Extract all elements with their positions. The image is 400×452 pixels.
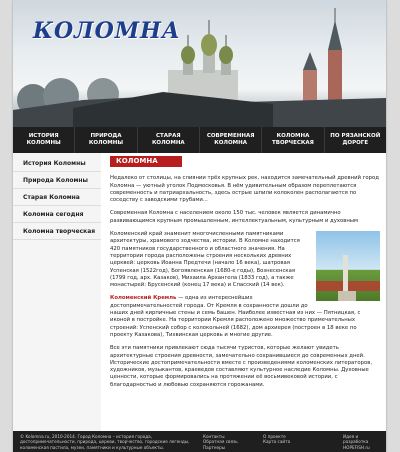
footer-link-sitemap[interactable]: Карта сайта: [263, 439, 291, 445]
population-paragraph: Современная Коломна с населением около 150 тыс. человек является динамично развивающимся крупным промышленным, интеллектуальным, культурным и духовным: [110, 210, 358, 224]
sidebar-item-nature[interactable]: Природа Коломны: [13, 172, 101, 189]
copyright-line: © Kolomna.ru, 2010-2014. Город Коломна – история города,: [20, 434, 153, 439]
site-logo[interactable]: КОЛОМНА: [33, 18, 181, 44]
copyright-line: коломенская пастила, музеи, памятники и культурные объекты.: [20, 444, 165, 450]
nav-creative-kolomna[interactable]: [262, 127, 324, 153]
nav-modern-kolomna[interactable]: [200, 127, 262, 153]
credits-line: разработка: [343, 439, 369, 445]
kremlin-photo: [316, 231, 380, 301]
nav-label-line1: СОВРЕМЕННАЯ: [206, 133, 255, 139]
site-header: [13, 0, 386, 127]
page: [13, 0, 386, 452]
nav-old-kolomna[interactable]: [138, 127, 200, 153]
copyright: [20, 434, 190, 450]
nav-nature[interactable]: [75, 127, 137, 153]
sidebar-item-creative[interactable]: Коломна творческая: [13, 223, 101, 240]
nav-label-line2: ТВОРЧЕСКАЯ: [272, 140, 314, 146]
nav-label-line2: ДОРОГЕ: [342, 140, 369, 146]
nav-label-line2: КОЛОМНА: [214, 140, 248, 146]
footer-credits: [343, 434, 370, 450]
footer-link-contacts[interactable]: Контакты: [203, 434, 225, 439]
credits-line: Идея и: [343, 434, 359, 439]
monuments-paragraph: Коломенский край знаменит многочисленными памятниками архитектуры, храмового зодчества, истории. В Коломне находится 420 памятников государственного и областного значения. На территории города расположены строения нескольких древних церквей: церковь Иоанна Предтечи (начало 16 века), шатровая Успенская (1522год), Богоявленская (1680-е годы), Вознесенская (1799 год, арх. Казаков), Михаила Архангела (1833 год), а также монастырей: Брусенский (конец 17 века) и Спасский (14 век).: [110, 231, 300, 289]
kremlin-link[interactable]: Коломенский Кремль: [110, 295, 177, 302]
footer-links-2: [263, 434, 290, 445]
sidebar-item-today[interactable]: Коломна сегодня: [13, 206, 101, 223]
main-content: [110, 156, 380, 431]
nav-ryazan-road[interactable]: [325, 127, 386, 153]
nav-label-line2: КОЛОМНЫ: [26, 140, 61, 146]
credits-link[interactable]: HOPEFISH.ru: [343, 444, 370, 450]
intro-paragraph: Недалеко от столицы, на слиянии трёх крупных рек, находится замечательный древний город Коломна — уютный уголок Подмосковья. В нём удивительным образом переплетаются современность и патриархальность, здесь острые шпили колоколен располагаются по соседству с заводскими трубами...: [110, 175, 379, 204]
nav-history[interactable]: [13, 127, 75, 153]
footer-link-partners[interactable]: Партнеры: [203, 444, 226, 450]
kremlin-paragraph: [110, 295, 380, 339]
kremlin-text: — одна из интереснейших достопримечательностей города. От Кремля в сохранности дошли до наших дней кирпичные стены и семь башен. Наиболее известная из них — Пятницкая, с иконой в постройке. На территории Кремля расположено множество примечательных строений: Успенский собор с колокольней (1682), дом архиерея (построен в 18 веке по проекту Казакова), Тихвинская церковь и многие другие.: [110, 295, 361, 338]
tourism-paragraph: Все эти памятники привлекают сюда тысячи туристов, которые желают увидеть архитектурные строения древности, замечательно сохранившиеся до современных дней. Исторические достопримечательности вместе с произведениями коломенских литераторов, художников, музыкантов, краеведов составляют культурное наследие Коломны. Духовные ценности, которые формировались на протяжении её восьмивековой истории, с благодарностью и любовью сохраняются горожанами.: [110, 345, 373, 388]
nav-label-line1: ИСТОРИЯ: [28, 133, 59, 139]
nav-label-line1: КОЛОМНА: [276, 133, 310, 139]
footer-links-1: [203, 434, 238, 450]
footer-link-about[interactable]: О проекте: [263, 434, 286, 439]
sidebar: [13, 153, 101, 431]
page-title: КОЛОМНА: [110, 156, 182, 167]
nav-label-line1: ПО РЯЗАНСКОЙ: [330, 133, 381, 139]
main-nav: [13, 127, 386, 153]
footer-link-feedback[interactable]: Обратная связь: [203, 439, 238, 445]
site-footer: [13, 431, 386, 452]
nav-label-line2: КОЛОМНА: [151, 140, 185, 146]
nav-label-line1: СТАРАЯ: [156, 133, 181, 139]
sidebar-item-history[interactable]: История Коломны: [13, 155, 101, 172]
nav-label-line2: КОЛОМНЫ: [88, 140, 124, 146]
nav-label-line1: ПРИРОДА: [90, 133, 122, 139]
sidebar-item-old[interactable]: Старая Коломна: [13, 189, 101, 206]
copyright-line: достопримечательности, природа, церкви, творчество, городские легенды,: [20, 439, 190, 445]
